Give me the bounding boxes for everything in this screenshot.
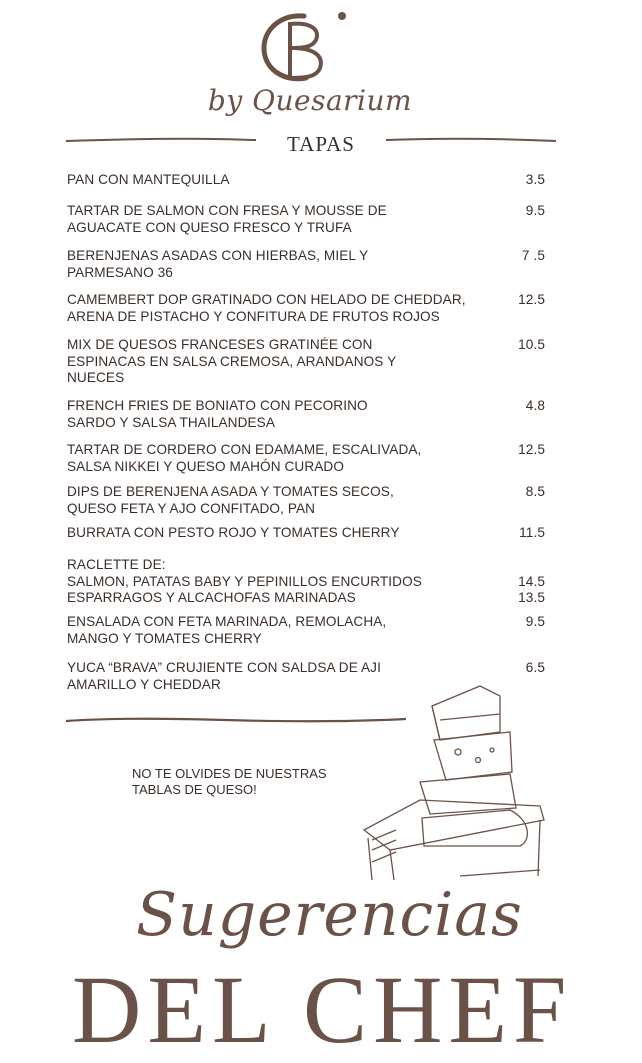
cb-monogram-icon: [250, 8, 360, 88]
menu-item: [67, 203, 547, 236]
menu-item-price: 14.5 13.5: [518, 573, 545, 605]
menu-item-desc: YUCA “BRAVA” CRUJIENTE CON SALDSA DE AJI AMARILLO Y CHEDDAR: [67, 660, 381, 692]
menu-item-price: 12.5: [518, 442, 545, 457]
menu-item-desc: ENSALADA CON FETA MARINADA, REMOLACHA, MANGO Y TOMATES CHERRY: [67, 614, 387, 646]
menu-item-desc: BURRATA CON PESTO ROJO Y TOMATES CHERRY: [67, 525, 400, 540]
menu-item-price: 7 .5: [521, 248, 545, 263]
menu-item: [67, 614, 547, 647]
chef-title: DEL CHEF: [72, 956, 573, 1063]
menu-item-desc: FRENCH FRIES DE BONIATO CON PECORINO SARDO Y SALSA THAILANDESA: [67, 398, 368, 430]
menu-item-desc: TARTAR DE SALMON CON FRESA Y MOUSSE DE AGUACATE CON QUESO FRESCO Y TRUFA: [67, 203, 387, 235]
menu-item: [67, 525, 547, 542]
menu-item: [67, 172, 547, 189]
menu-item-desc: MIX DE QUESOS FRANCESES GRATINÉE CON ESPINACAS EN SALSA CREMOSA, ARANDANOS Y NUECES: [67, 337, 397, 385]
menu-item: [67, 248, 547, 281]
brand-name: by Quesarium: [207, 84, 413, 117]
menu-item-price: 10.5: [518, 337, 545, 352]
menu-item-price: 4.8: [525, 398, 545, 413]
menu-item-price: 9.5: [525, 614, 545, 629]
menu-item-price: 12.5: [518, 292, 545, 307]
menu-item: [67, 557, 547, 607]
menu-item-desc: CAMEMBERT DOP GRATINADO CON HELADO DE CHEDDAR, ARENA DE PISTACHO Y CONFITURA DE FRUTOS ROJOS: [67, 292, 466, 324]
menu-item-price: 3.5: [525, 172, 545, 187]
menu-item-price: 9.5: [525, 203, 545, 218]
menu-item-price: 6.5: [525, 660, 545, 675]
menu-item: [67, 398, 547, 431]
bottom-divider: [66, 712, 406, 728]
menu-item: [67, 484, 547, 517]
menu-item: [67, 337, 547, 387]
cheese-board-note: NO TE OLVIDES DE NUESTRAS TABLAS DE QUESO!: [132, 766, 327, 797]
suggestions-title: Sugerencias: [136, 880, 523, 950]
menu-item-price: 8.5: [525, 484, 545, 499]
menu-item-desc: DIPS DE BERENJENA ASADA Y TOMATES SECOS, QUESO FETA Y AJO CONFITADO, PAN: [67, 484, 394, 516]
menu-item-desc: TARTAR DE CORDERO CON EDAMAME, ESCALIVADA, SALSA NIKKEI Y QUESO MAHÓN CURADO: [67, 442, 422, 474]
menu-item-desc: RACLETTE DE: SALMON, PATATAS BABY Y PEPINILLOS ENCURTIDOS ESPARRAGOS Y ALCACHOFAS MARINADAS: [67, 557, 422, 605]
menu-item-desc: PAN CON MANTEQUILLA: [67, 172, 230, 187]
section-title: TAPAS: [287, 132, 355, 156]
menu-item-desc: BERENJENAS ASADAS CON HIERBAS, MIEL Y PARMESANO 36: [67, 248, 369, 280]
cheese-board-illustration: [360, 680, 550, 890]
menu-item: [67, 292, 547, 325]
menu-item: [67, 442, 547, 475]
menu-item-price: 11.5: [519, 525, 545, 540]
